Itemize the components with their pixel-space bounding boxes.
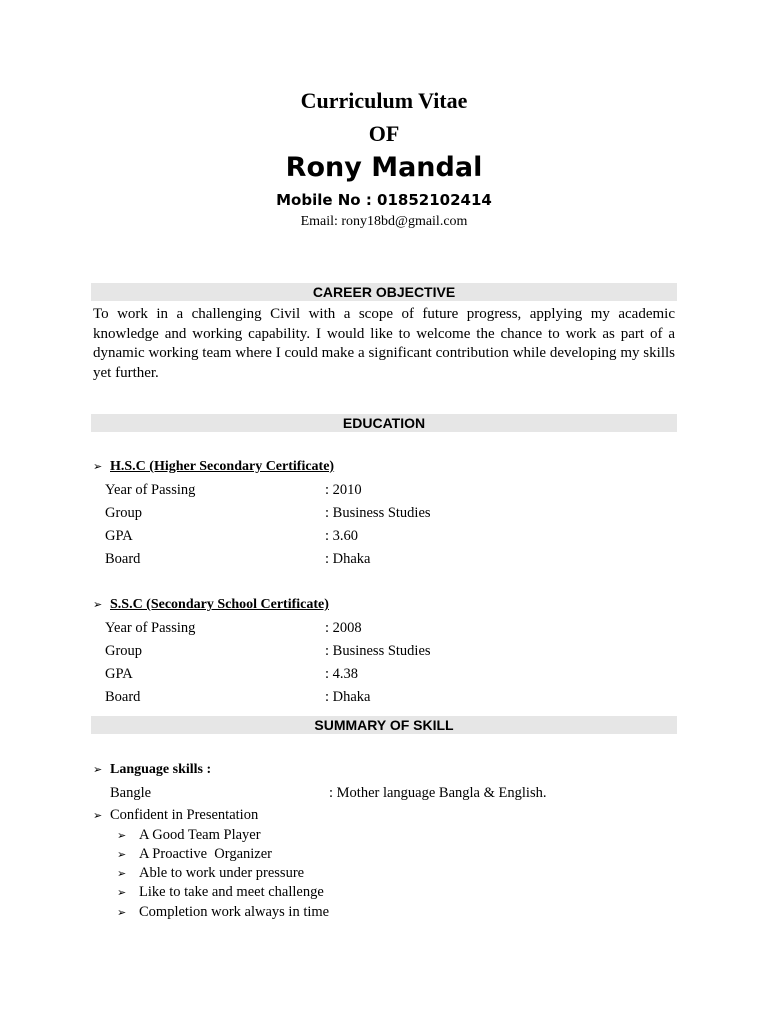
skill-presentation — [93, 807, 258, 824]
skill-item — [117, 884, 324, 901]
education-title: S.S.C (Secondary School Certificate) — [110, 597, 329, 612]
education-row-label: Board — [105, 551, 141, 567]
skill-text: Able to work under pressure — [139, 865, 305, 881]
arrow-bullet-icon: ➢ — [117, 829, 127, 842]
arrow-bullet-icon: ➢ — [117, 867, 127, 880]
skill-item — [117, 865, 304, 882]
career-objective-text: To work in a challenging Civil with a scope of future progress, applying my academic knowledge and working capability. I would like to welcome the chance to work as part of a dynamic working team where I could make a significant contribution while developing my skills yet further. — [93, 306, 675, 381]
arrow-bullet-icon: ➢ — [117, 906, 127, 919]
email-address: Email: rony18bd@gmail.com — [300, 214, 468, 229]
education-title: H.S.C (Higher Secondary Certificate) — [110, 459, 335, 474]
education-row-value: : 2008 — [325, 620, 362, 636]
cv-title: Curriculum Vitae — [300, 88, 468, 113]
arrow-bullet-icon: ➢ — [93, 598, 103, 611]
education-row-label: GPA — [105, 666, 133, 682]
education-row-label: GPA — [105, 528, 133, 544]
arrow-bullet-icon: ➢ — [93, 763, 103, 776]
education-row-label: Group — [105, 505, 143, 521]
language-skills-title: Language skills : — [110, 762, 212, 777]
section-education: EDUCATION — [91, 414, 677, 432]
skill-text: A Proactive Organizer — [139, 846, 273, 862]
candidate-name: Rony Mandal — [285, 152, 483, 183]
skill-item — [117, 827, 261, 844]
cv-title-of: OF — [368, 121, 400, 146]
education-hsc-heading — [93, 459, 334, 475]
language-value: : Mother language Bangla & English. — [329, 785, 547, 801]
section-career-objective: CAREER OBJECTIVE — [91, 283, 677, 301]
education-row-label: Year of Passing — [105, 482, 196, 498]
education-row-label: Group — [105, 643, 143, 659]
section-summary-of-skill: SUMMARY OF SKILL — [91, 716, 677, 734]
skill-text: Confident in Presentation — [110, 807, 259, 823]
skill-item — [117, 846, 272, 863]
arrow-bullet-icon: ➢ — [93, 460, 103, 473]
education-row-value: : Business Studies — [325, 643, 431, 659]
skill-text: Like to take and meet challenge — [139, 884, 324, 900]
arrow-bullet-icon: ➢ — [93, 809, 103, 822]
language-skills-heading — [93, 762, 211, 778]
education-row-value: : Dhaka — [325, 689, 371, 705]
education-row-value: : Dhaka — [325, 551, 371, 567]
education-row-value: : 4.38 — [325, 666, 359, 682]
mobile-number: Mobile No : 01852102414 — [276, 191, 492, 209]
arrow-bullet-icon: ➢ — [117, 886, 127, 899]
arrow-bullet-icon: ➢ — [117, 848, 127, 861]
language-label: Bangle — [110, 785, 152, 801]
education-row-value: : 3.60 — [325, 528, 359, 544]
education-row-value: : 2010 — [325, 482, 362, 498]
education-row-value: : Business Studies — [325, 505, 431, 521]
education-ssc-heading — [93, 597, 329, 613]
skill-text: A Good Team Player — [139, 827, 261, 843]
skill-text: Completion work always in time — [139, 904, 330, 920]
education-row-label: Year of Passing — [105, 620, 196, 636]
education-row-label: Board — [105, 689, 141, 705]
skill-item — [117, 904, 329, 921]
